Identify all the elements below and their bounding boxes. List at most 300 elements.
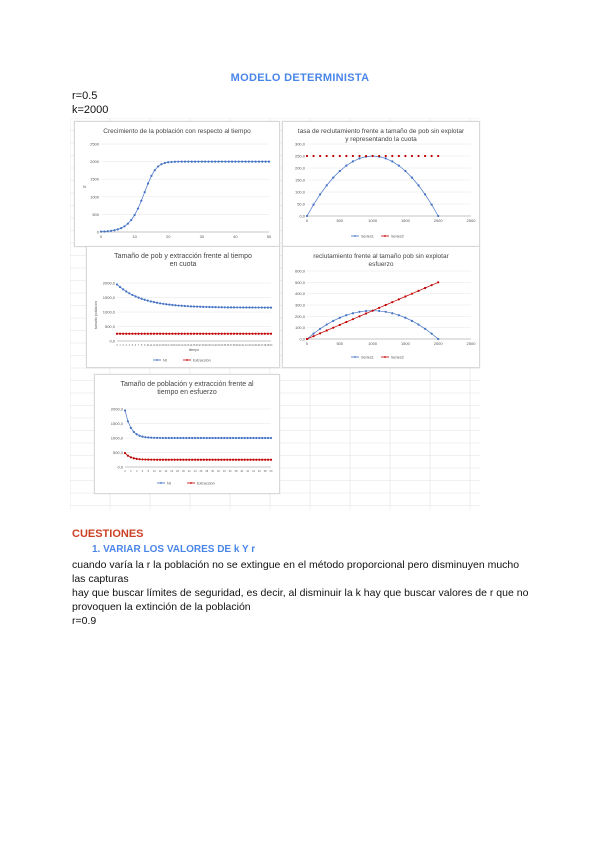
extraction-point	[203, 459, 205, 461]
y-tick-label: 400,0	[294, 291, 305, 297]
population-point	[193, 305, 195, 307]
x-tick-label: 1	[119, 344, 121, 347]
population-point	[139, 435, 141, 437]
extraction-point	[188, 459, 190, 461]
population-point	[176, 437, 178, 439]
x-tick-label: 46	[257, 470, 261, 473]
y-tick-label: 0,0	[299, 336, 305, 342]
extraction-point	[197, 459, 199, 461]
x-tick-label: 1500	[400, 341, 410, 346]
y-tick-label: 2000,0	[110, 406, 123, 412]
extraction-point	[159, 459, 161, 461]
extraction-point	[116, 333, 118, 335]
x-tick-label: 21	[180, 344, 184, 347]
population-point	[223, 437, 225, 439]
x-tick-label: 50	[269, 470, 273, 473]
extraction-point	[193, 333, 195, 335]
x-tick-label: 0	[305, 341, 309, 346]
x-tick-label: 30	[199, 234, 205, 239]
extraction-point	[230, 333, 232, 335]
extraction-point	[174, 333, 176, 335]
population-point	[184, 305, 186, 307]
population-point	[117, 228, 119, 230]
x-tick-label: 26	[195, 344, 199, 347]
extraction-point	[181, 333, 183, 335]
extraction-point	[247, 459, 249, 461]
x-tick-label: 14	[164, 470, 168, 473]
x-tick-label: 48	[263, 470, 267, 473]
extraction-point	[236, 333, 238, 335]
extraction-point	[147, 459, 149, 461]
population-point	[197, 161, 199, 163]
x-tick-label: 0	[305, 218, 309, 223]
effort-point	[404, 295, 406, 297]
population-point	[153, 437, 155, 439]
effort-point	[417, 290, 419, 292]
extraction-point	[119, 333, 121, 335]
population-point	[218, 161, 220, 163]
x-tick-label: 22	[187, 470, 191, 473]
x-tick-label: 8	[147, 470, 150, 473]
extraction-point	[165, 333, 167, 335]
population-point	[227, 306, 229, 308]
population-point	[231, 161, 233, 163]
population-point	[154, 169, 156, 171]
x-tick-labels	[124, 469, 273, 473]
extraction-point	[218, 333, 220, 335]
population-point	[110, 230, 112, 232]
x-tick-label: 34	[222, 470, 226, 473]
population-point	[258, 437, 260, 439]
recruitment-point	[417, 323, 419, 325]
population-point	[174, 161, 176, 163]
chart-population-growth	[74, 121, 280, 247]
population-point	[165, 303, 167, 305]
effort-point	[319, 332, 321, 334]
population-point	[221, 161, 223, 163]
population-point	[130, 427, 132, 429]
population-point	[182, 437, 184, 439]
population-point	[124, 409, 126, 411]
extraction-point	[242, 333, 244, 335]
extraction-point	[179, 459, 181, 461]
recruitment-point	[417, 184, 419, 186]
extraction-point	[141, 458, 143, 460]
population-point	[116, 283, 118, 285]
extraction-point	[248, 333, 250, 335]
y-tick-label: 100,0	[294, 325, 305, 331]
effort-point	[312, 335, 314, 337]
x-tick-labels	[116, 344, 273, 347]
extraction-point	[270, 459, 272, 461]
effort-point	[431, 284, 433, 286]
x-tick-label: 34	[220, 344, 224, 347]
extraction-point	[139, 458, 141, 460]
extraction-point	[171, 333, 173, 335]
population-point	[160, 163, 162, 165]
y-tick-label: 500,0	[294, 279, 305, 285]
x-tick-label: 50	[269, 344, 273, 347]
x-tick-label: 44	[251, 344, 254, 347]
x-tick-label: 18	[171, 344, 174, 347]
x-tick-label: 2	[130, 470, 132, 473]
population-point	[268, 161, 270, 163]
chart-recruitment-quota	[282, 121, 480, 247]
extraction-point	[144, 458, 146, 460]
population-point	[197, 437, 199, 439]
extraction-point	[137, 333, 139, 335]
extraction-point	[165, 459, 167, 461]
legend-label: Series1	[361, 355, 374, 360]
y-tick-label: 0,0	[109, 338, 115, 344]
recruitment-point	[437, 215, 439, 217]
recruitment-point	[312, 204, 314, 206]
x-axis-label: tiempo	[188, 348, 200, 352]
population-point	[200, 437, 202, 439]
extraction-point	[178, 333, 180, 335]
extraction-point	[159, 333, 161, 335]
population-point	[140, 200, 142, 202]
population-point	[150, 300, 152, 302]
population-point	[214, 437, 216, 439]
y-axis-label: N	[83, 184, 86, 189]
quota-point	[378, 155, 380, 157]
population-point	[203, 437, 205, 439]
x-tick-label: 2500	[466, 341, 476, 346]
x-tick-label: 27	[198, 344, 202, 347]
quota-point	[424, 155, 426, 157]
effort-point	[424, 287, 426, 289]
population-point	[168, 437, 170, 439]
population-point	[153, 301, 155, 303]
extraction-point	[128, 333, 130, 335]
population-point	[270, 437, 272, 439]
recruitment-point	[332, 320, 334, 322]
extraction-point	[224, 333, 226, 335]
population-point	[128, 292, 130, 294]
population-point	[212, 437, 214, 439]
population-point	[214, 161, 216, 163]
population-point	[264, 437, 266, 439]
x-tick-label: 41	[241, 344, 245, 347]
y-tick-label: 250,0	[294, 153, 305, 159]
population-point	[247, 437, 249, 439]
y-tick-label: 0	[96, 229, 99, 235]
legend-label: Extracción	[197, 481, 215, 486]
effort-point	[365, 312, 367, 314]
effort-point	[332, 327, 334, 329]
x-tick-label: 0	[99, 234, 103, 239]
chart-plot	[283, 122, 479, 246]
x-tick-label: 25	[192, 344, 196, 347]
x-tick-label: 3	[125, 344, 127, 347]
x-tick-label: 2	[122, 344, 124, 347]
population-point	[191, 161, 193, 163]
extraction-point	[184, 333, 186, 335]
y-tick-label: 1000,0	[110, 435, 123, 441]
population-point	[187, 161, 189, 163]
x-tick-label: 1500	[400, 218, 410, 223]
y-tick-label: 1500,0	[110, 421, 123, 426]
population-point	[185, 437, 187, 439]
legend-marker	[190, 482, 192, 484]
x-tick-label: 38	[232, 344, 236, 347]
legend-marker	[354, 235, 356, 237]
effort-point	[398, 298, 400, 300]
effort-point	[385, 304, 387, 306]
population-point	[249, 437, 251, 439]
population-point	[120, 227, 122, 229]
recruitment-point	[326, 323, 328, 325]
x-tick-label: 30	[211, 470, 215, 473]
population-point	[199, 306, 201, 308]
recruitment-point	[398, 165, 400, 167]
population-point	[261, 306, 263, 308]
extraction-point	[206, 459, 208, 461]
y-tick-label: 100,0	[294, 189, 305, 195]
extraction-point	[147, 333, 149, 335]
param-r-new: r=0.9	[72, 615, 97, 627]
quota-point	[417, 155, 419, 157]
legend-marker	[156, 359, 158, 361]
legend-marker	[384, 356, 386, 358]
quota-point	[306, 155, 308, 157]
population-point	[244, 437, 246, 439]
population-point	[208, 306, 210, 308]
cuestion-item-1: 1. VARIAR LOS VALORES DE k Y r	[92, 544, 256, 555]
x-tick-label: 15	[161, 344, 165, 347]
population-point	[174, 437, 176, 439]
x-tick-label: 24	[193, 470, 197, 473]
extraction-point	[252, 459, 254, 461]
population-point	[127, 223, 129, 225]
quota-point	[372, 155, 374, 157]
extraction-point	[153, 333, 155, 335]
population-point	[137, 297, 139, 299]
legend-label: Nt	[163, 358, 167, 363]
population-point	[107, 230, 109, 232]
chart-title: Crecimiento de la población con respecto al tiempo	[103, 128, 251, 135]
extraction-point	[270, 333, 272, 335]
quota-point	[385, 155, 387, 157]
extraction-point	[205, 333, 207, 335]
population-point	[241, 437, 243, 439]
extraction-point	[176, 459, 178, 461]
y-tick-label: 2500	[90, 141, 99, 147]
extraction-point	[267, 459, 269, 461]
recruitment-point	[339, 317, 341, 319]
extraction-point	[208, 333, 210, 335]
x-tick-label: 10	[132, 234, 137, 239]
recruitment-point	[319, 193, 321, 195]
paragraph-2: hay que buscar límites de seguridad, es decir, al disminuir la k hay que buscar valores de r que no provoquen la extinción de la población	[72, 587, 529, 613]
population-point	[137, 207, 139, 209]
extraction-point	[251, 333, 253, 335]
recruitment-point	[431, 333, 433, 335]
population-point	[123, 225, 125, 227]
population-point	[194, 437, 196, 439]
x-tick-label: 49	[266, 344, 270, 347]
population-point	[255, 306, 257, 308]
cuestiones-heading: CUESTIONES	[72, 528, 144, 540]
x-tick-label: 18	[176, 470, 180, 473]
x-tick-label: 7	[137, 344, 140, 347]
x-tick-label: 31	[211, 344, 214, 347]
quota-point	[345, 155, 347, 157]
extraction-point	[185, 459, 187, 461]
recruitment-point	[391, 312, 393, 314]
quota-point	[391, 155, 393, 157]
recruitment-point	[365, 310, 367, 312]
recruitment-point	[424, 193, 426, 195]
extraction-point	[245, 333, 247, 335]
recruitment-point	[345, 165, 347, 167]
population-point	[162, 303, 164, 305]
quota-point	[352, 155, 354, 157]
extraction-point	[214, 333, 216, 335]
effort-point	[411, 293, 413, 295]
population-point	[241, 161, 243, 163]
quota-point	[326, 155, 328, 157]
population-point	[174, 304, 176, 306]
extraction-point	[191, 459, 193, 461]
population-point	[181, 161, 183, 163]
x-tick-label: 36	[228, 470, 232, 473]
effort-point	[391, 301, 393, 303]
page-title: MODELO DETERMINISTA	[230, 72, 370, 84]
population-point	[221, 306, 223, 308]
population-point	[147, 436, 149, 438]
population-point	[267, 437, 269, 439]
recruitment-point	[404, 170, 406, 172]
extraction-point	[125, 333, 127, 335]
x-tick-label: 38	[234, 470, 238, 473]
extraction-point	[153, 459, 155, 461]
population-point	[171, 437, 173, 439]
x-tick-label: 46	[257, 344, 261, 347]
population-point	[133, 431, 135, 433]
chart-title: tasa de reclutamiento frente a tamaño de pob sin explotar y representando la cuota	[297, 128, 465, 143]
x-tick-label: 32	[216, 470, 220, 473]
x-tick-label: 33	[217, 344, 220, 347]
population-point	[251, 161, 253, 163]
population-point	[168, 304, 170, 306]
y-tick-label: 1000	[90, 194, 99, 200]
extraction-point	[229, 459, 231, 461]
population-point	[196, 306, 198, 308]
recruitment-point	[378, 310, 380, 312]
extraction-point	[156, 333, 158, 335]
extraction-point	[174, 459, 176, 461]
population-point	[235, 437, 237, 439]
extraction-point	[227, 333, 229, 335]
chart-plot	[87, 247, 279, 367]
population-point	[270, 306, 272, 308]
y-tick-label: 50,0	[297, 201, 305, 207]
population-point	[178, 304, 180, 306]
x-tick-label: 12	[152, 344, 156, 347]
population-line	[117, 284, 271, 307]
y-tick-label: 2000,0	[102, 280, 115, 286]
population-point	[244, 161, 246, 163]
extraction-point	[194, 459, 196, 461]
effort-point	[345, 321, 347, 323]
extraction-point	[171, 459, 173, 461]
population-point	[131, 294, 133, 296]
x-tick-label: 14	[158, 344, 162, 347]
quota-point	[411, 155, 413, 157]
population-point	[125, 290, 127, 292]
population-point	[177, 161, 179, 163]
population-point	[144, 299, 146, 301]
x-tick-label: 47	[260, 344, 264, 347]
x-tick-label: 13	[155, 344, 159, 347]
y-tick-label: 2000	[90, 159, 99, 165]
x-tick-label: 5	[131, 344, 134, 347]
population-point	[204, 161, 206, 163]
quota-point	[358, 155, 360, 157]
x-tick-label: 500	[336, 341, 344, 346]
extraction-point	[217, 459, 219, 461]
population-point	[220, 437, 222, 439]
population-point	[159, 302, 161, 304]
x-tick-label: 19	[174, 344, 177, 347]
population-point	[224, 161, 226, 163]
y-tick-label: 200,0	[294, 165, 305, 171]
legend-label: Series2	[391, 234, 404, 239]
extraction-point	[130, 456, 132, 458]
population-point	[144, 436, 146, 438]
legend-label: Series1	[361, 234, 374, 239]
x-tick-label: 24	[189, 344, 193, 347]
population-point	[234, 161, 236, 163]
population-point	[264, 306, 266, 308]
population-point	[130, 219, 132, 221]
population-line	[125, 410, 271, 438]
extraction-point	[141, 333, 143, 335]
quota-point	[339, 155, 341, 157]
population-point	[230, 306, 232, 308]
population-point	[188, 437, 190, 439]
population-point	[162, 437, 164, 439]
recruitment-point	[404, 317, 406, 319]
legend-label: Nt	[167, 481, 171, 486]
population-point	[245, 306, 247, 308]
population-point	[211, 161, 213, 163]
population-point	[242, 306, 244, 308]
x-tick-label: 1000	[368, 218, 378, 223]
x-tick-label: 28	[201, 344, 205, 347]
extraction-point	[255, 459, 257, 461]
x-tick-label: 50	[266, 234, 272, 239]
extraction-point	[196, 333, 198, 335]
population-point	[179, 437, 181, 439]
effort-point	[306, 338, 308, 340]
extraction-point	[226, 459, 228, 461]
effort-point	[437, 281, 439, 283]
x-tick-label: 9	[144, 344, 146, 347]
population-point	[147, 300, 149, 302]
quota-point	[312, 155, 314, 157]
x-tick-label: 2000	[433, 341, 443, 346]
population-point	[127, 420, 129, 422]
population-point	[147, 182, 149, 184]
x-tick-label: 12	[158, 470, 162, 473]
population-point	[248, 306, 250, 308]
x-tick-label: 23	[186, 344, 190, 347]
extraction-point	[212, 459, 214, 461]
chart-population-extraction-effort	[94, 374, 280, 494]
